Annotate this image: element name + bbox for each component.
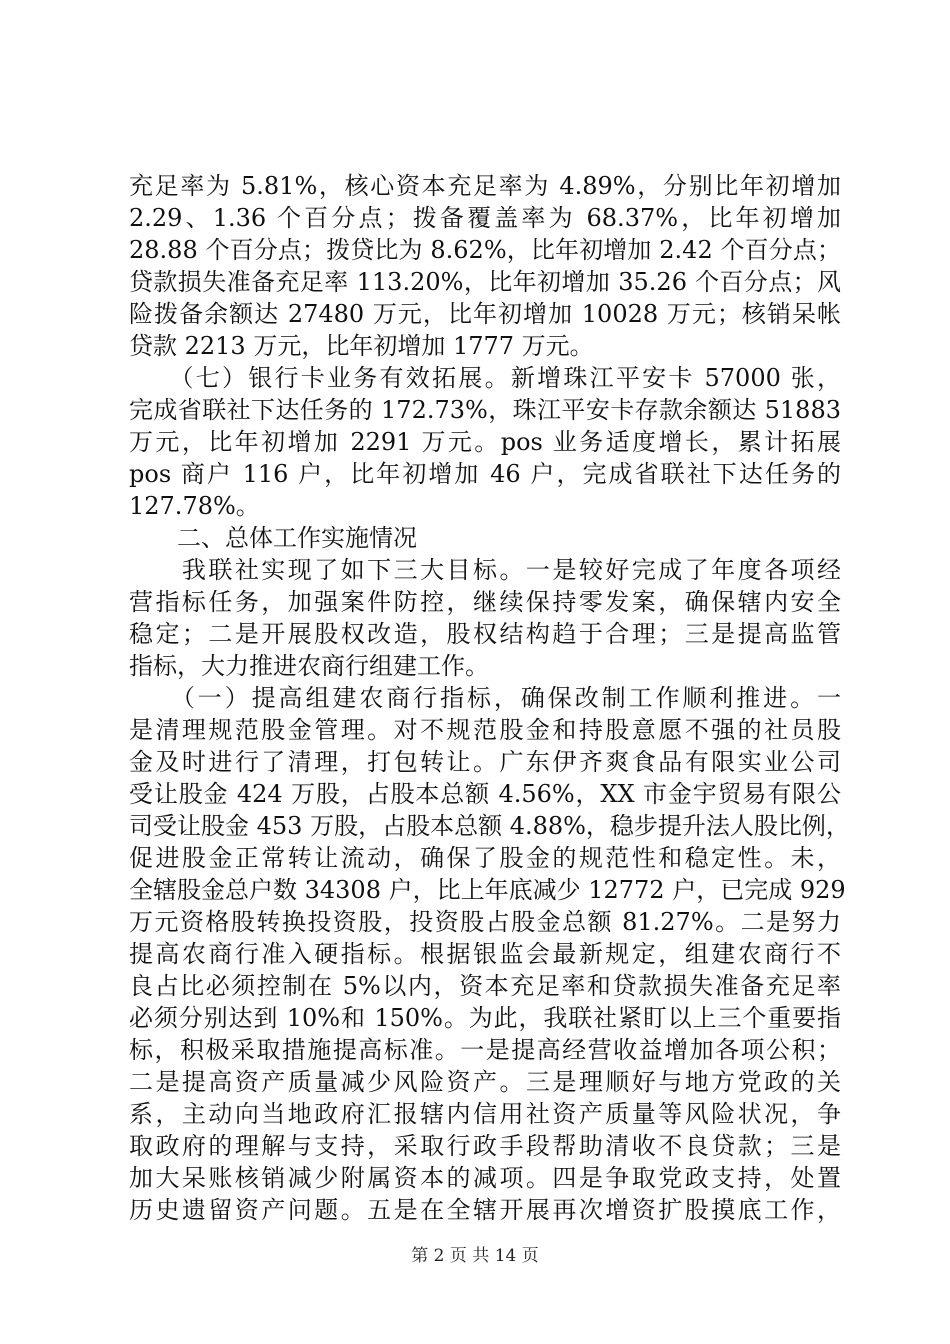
text-line: 稳定；二是开展股权改造，股权结构趋于合理；三是提高监管 bbox=[129, 620, 841, 648]
text-line: 受让股金 424 万股，占股本总额 4.56%，XX 市金宇贸易有限公 bbox=[129, 780, 841, 808]
text-line: 金及时进行了清理，打包转让。广东伊齐爽食品有限实业公司 bbox=[129, 748, 841, 776]
text-line: pos 商户 116 户，比年初增加 46 户，完成省联社下达任务的 bbox=[129, 460, 841, 488]
text-line: 标，积极采取措施提高标准。一是提高经营收益增加各项公积； bbox=[129, 1036, 841, 1064]
text-line: 营指标任务，加强案件防控，继续保持零发案，确保辖内安全 bbox=[129, 588, 841, 616]
text-line: 系，主动向当地政府汇报辖内信用社资产质量等风险状况，争 bbox=[129, 1100, 841, 1128]
text-line: 2.29、1.36 个百分点；拨备覆盖率为 68.37%，比年初增加 bbox=[129, 204, 841, 232]
text-line: 险拨备余额达 27480 万元，比年初增加 10028 万元；核销呆帐 bbox=[129, 300, 841, 328]
text-line: 司受让股金 453 万股，占股本总额 4.88%，稳步提升法人股比例， bbox=[129, 812, 850, 840]
text-line: （七）银行卡业务有效拓展。新增珠江平安卡 57000 张， bbox=[129, 364, 841, 392]
text-line: 二、总体工作实施情况 bbox=[129, 524, 417, 552]
text-line: 充足率为 5.81%，核心资本充足率为 4.89%，分别比年初增加 bbox=[129, 172, 841, 200]
text-line: 良占比必须控制在 5%以内，资本充足率和贷款损失准备充足率 bbox=[129, 972, 841, 1000]
text-line: 万元资格股转换投资股，投资股占股金总额 81.27%。二是努力 bbox=[129, 908, 841, 936]
text-line: 万元，比年初增加 2291 万元。pos 业务适度增长，累计拓展 bbox=[129, 428, 841, 456]
text-line: 127.78%。 bbox=[129, 492, 260, 520]
text-line: （一）提高组建农商行指标，确保改制工作顺利推进。一 bbox=[129, 684, 841, 712]
text-line: 我联社实现了如下三大目标。一是较好完成了年度各项经 bbox=[129, 556, 841, 584]
text-line: 完成省联社下达任务的 172.73%，珠江平安卡存款余额达 51883 bbox=[129, 396, 841, 424]
text-line: 取政府的理解与支持，采取行政手段帮助清收不良贷款；三是 bbox=[129, 1132, 841, 1160]
text-line: 贷款损失准备充足率 113.20%，比年初增加 35.26 个百分点；风 bbox=[129, 268, 841, 296]
text-line: 全辖股金总户数 34308 户，比上年底减少 12772 户，已完成 929 bbox=[129, 876, 846, 904]
text-line: 二是提高资产质量减少风险资产。三是理顺好与地方党政的关 bbox=[129, 1068, 841, 1096]
text-line: 28.88 个百分点；拨贷比为 8.62%，比年初增加 2.42 个百分点； bbox=[129, 236, 841, 264]
body-text bbox=[129, 170, 850, 1226]
text-line: 是清理规范股金管理。对不规范股金和持股意愿不强的社员股 bbox=[129, 716, 841, 744]
text-line: 促进股金正常转让流动，确保了股金的规范性和稳定性。未， bbox=[129, 844, 841, 872]
text-line: 加大呆账核销减少附属资本的减项。四是争取党政支持，处置 bbox=[129, 1164, 841, 1192]
text-line: 贷款 2213 万元，比年初增加 1777 万元。 bbox=[129, 332, 594, 360]
text-line: 提高农商行准入硬指标。根据银监会最新规定，组建农商行不 bbox=[129, 940, 841, 968]
text-line: 指标，大力推进农商行组建工作。 bbox=[129, 652, 489, 680]
text-line: 历史遗留资产问题。五是在全辖开展再次增资扩股摸底工作， bbox=[129, 1196, 841, 1224]
page-footer: 第 2 页 共 14 页 bbox=[411, 1246, 539, 1266]
text-line: 必须分别达到 10%和 150%。为此，我联社紧盯以上三个重要指 bbox=[129, 1004, 841, 1032]
